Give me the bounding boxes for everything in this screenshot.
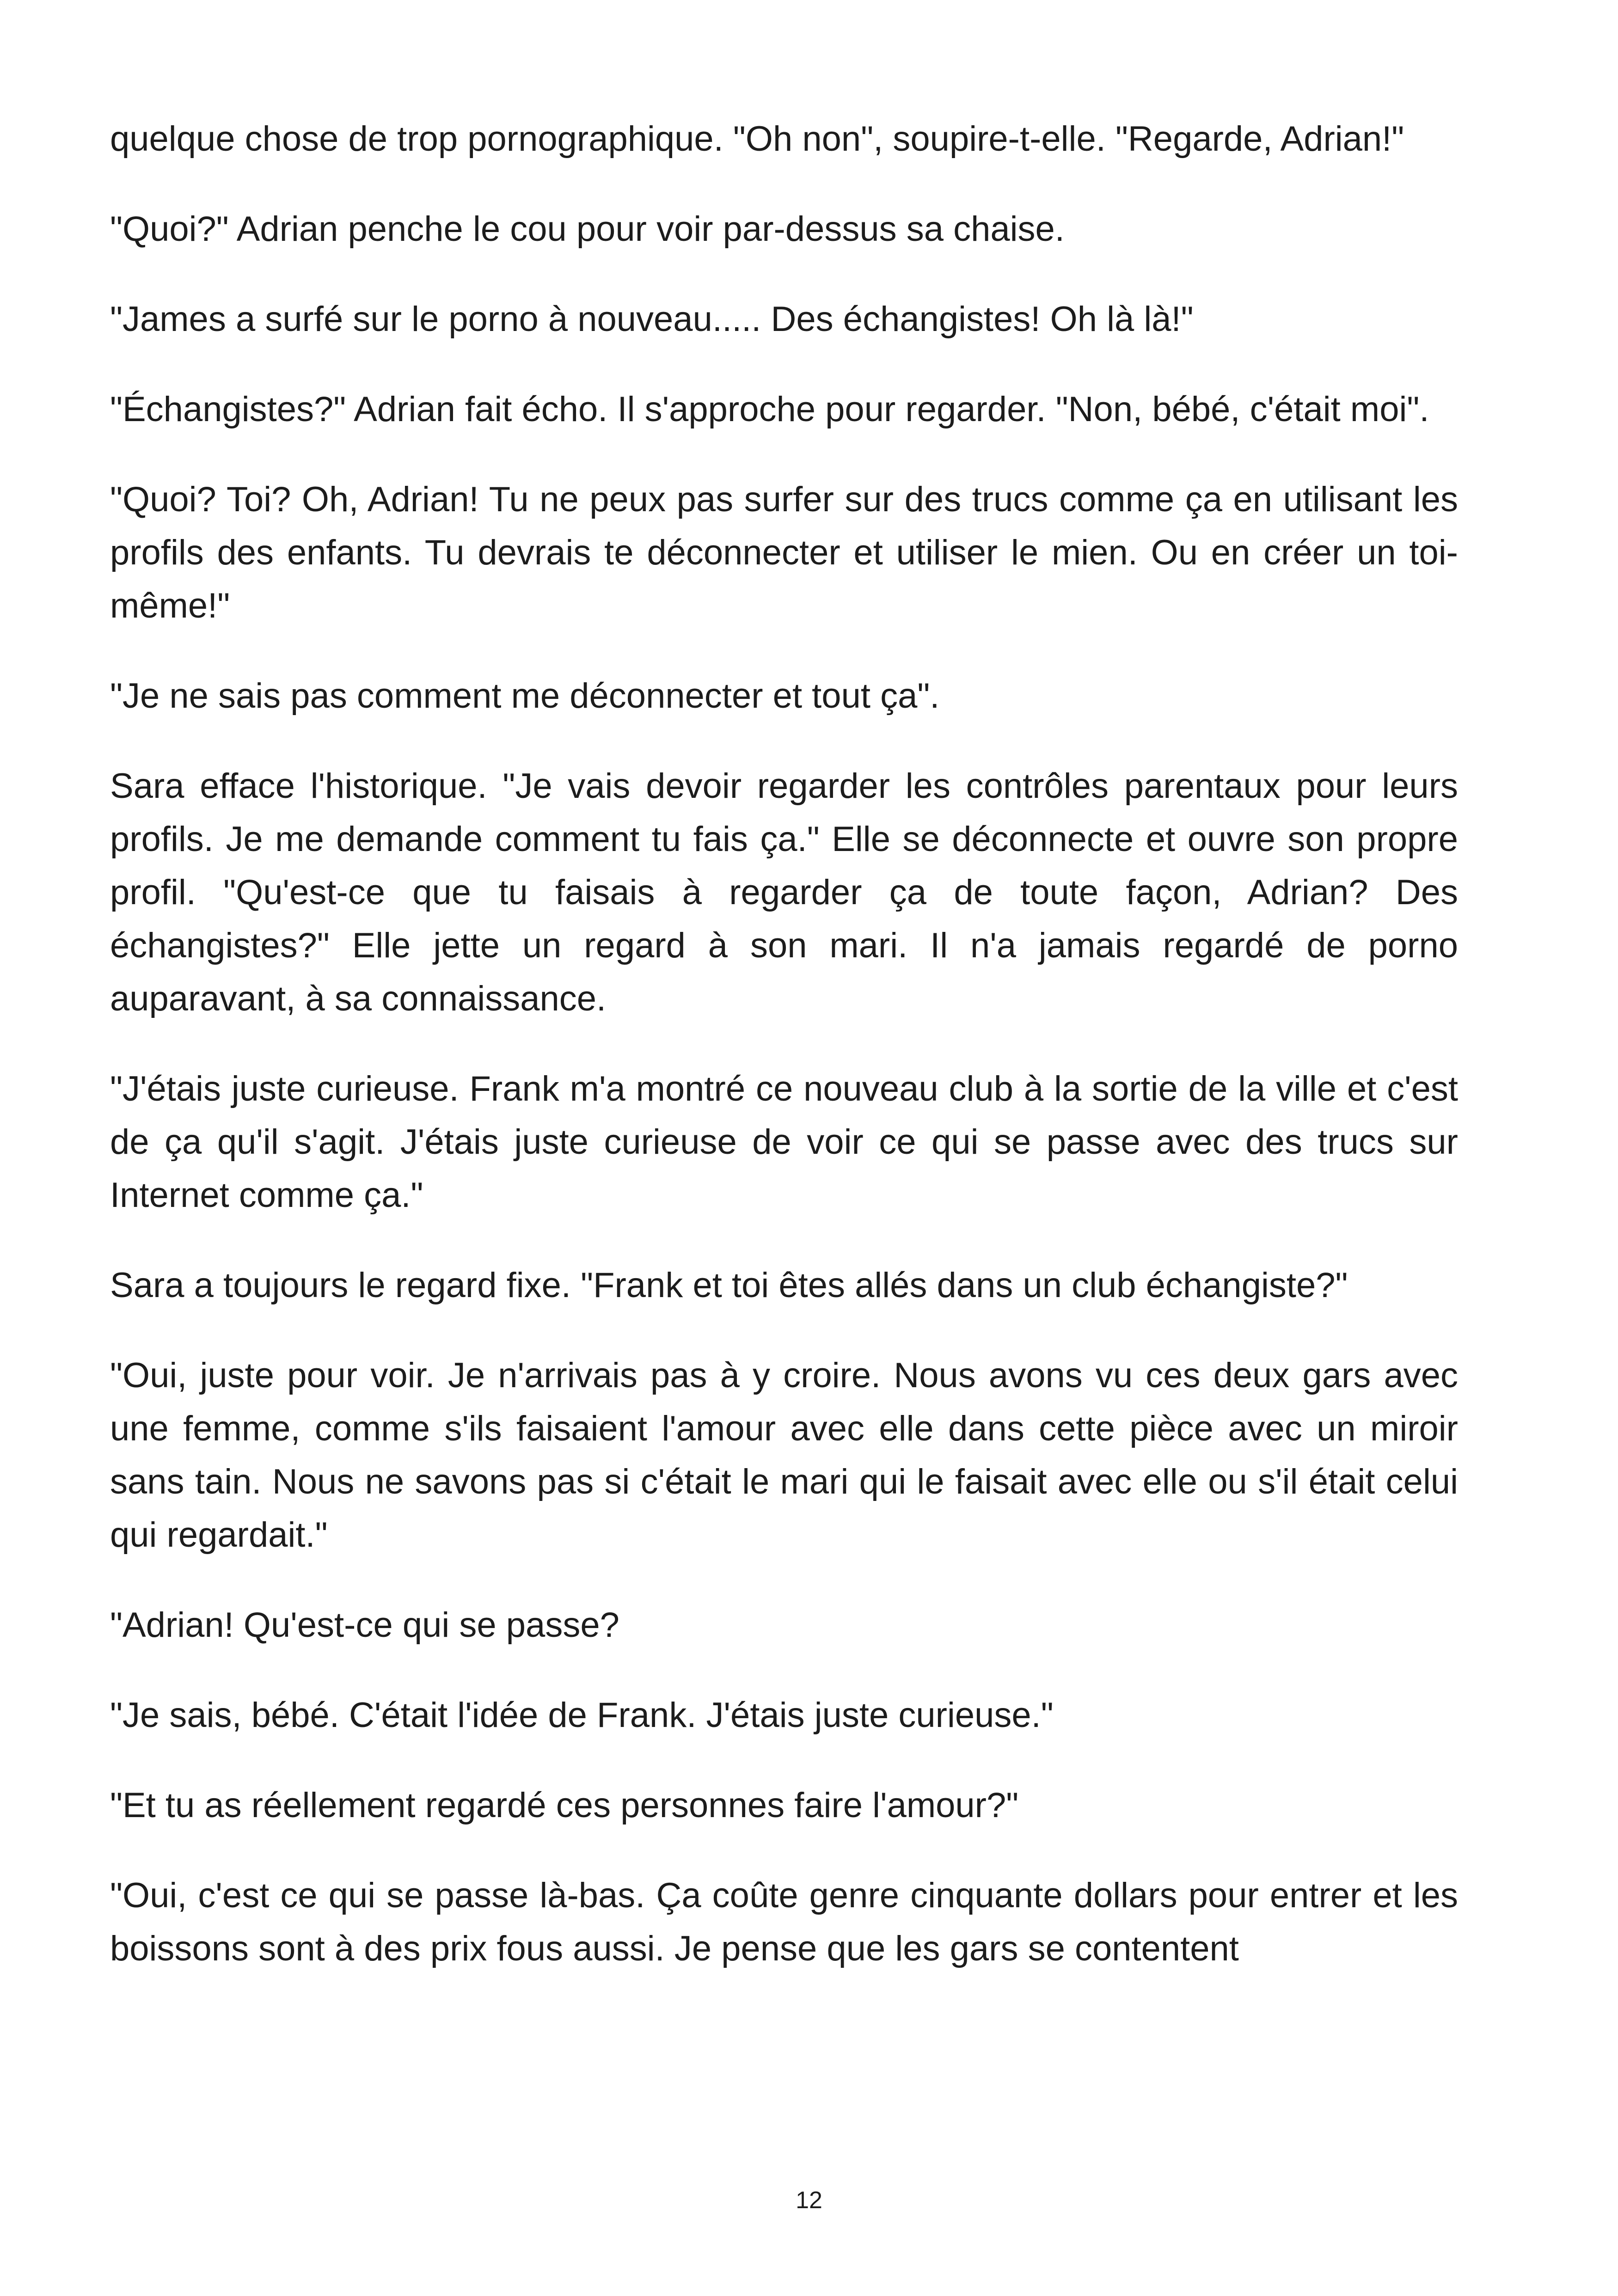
body-text: [110, 112, 1458, 1975]
paragraph-6: "Je ne sais pas comment me déconnecter et tout ça".: [110, 676, 940, 716]
paragraph-11: "Adrian! Qu'est-ce qui se passe?: [110, 1605, 619, 1645]
paragraph-2: "Quoi?" Adrian penche le cou pour voir par-dessus sa chaise.: [110, 209, 1065, 249]
paragraph-7: Sara efface l'historique. "Je vais devoir regarder les contrôles parentaux pour leurs profils. Je me demande comment tu fais ça." Elle se déconnecte et ouvre son propre profil. "Qu'est-ce que tu faisais à regarder ça de toute façon, Adrian? Des échangistes?" Elle jette un regard à son mari. Il n'a jamais regardé de porno auparavant, à sa connaissance.: [110, 766, 1458, 1018]
paragraph-14: "Oui, c'est ce qui se passe là-bas. Ça coûte genre cinquante dollars pour entrer et les boissons sont à des prix fous aussi. Je pense que les gars se contentent: [110, 1876, 1458, 1968]
paragraph-5: "Quoi? Toi? Oh, Adrian! Tu ne peux pas surfer sur des trucs comme ça en utilisant les profils des enfants. Tu devrais te déconnecter et utiliser le mien. Ou en créer un toi-même!": [110, 480, 1458, 625]
paragraph-3: "James a surfé sur le porno à nouveau..... Des échangistes! Oh là là!": [110, 300, 1194, 339]
page-number: 12: [796, 2187, 822, 2214]
paragraph-12: "Je sais, bébé. C'était l'idée de Frank. J'étais juste curieuse.": [110, 1696, 1054, 1735]
paragraph-4: "Échangistes?" Adrian fait écho. Il s'approche pour regarder. "Non, bébé, c'était moi".: [110, 390, 1429, 429]
paragraph-8: "J'étais juste curieuse. Frank m'a montré ce nouveau club à la sortie de la ville et c'est de ça qu'il s'agit. J'étais juste curieuse de voir ce qui se passe avec des trucs sur Internet comme ça.": [110, 1069, 1458, 1215]
paragraph-13: "Et tu as réellement regardé ces personnes faire l'amour?": [110, 1786, 1019, 1825]
paragraph-1: quelque chose de trop pornographique. "Oh non", soupire-t-elle. "Regarde, Adrian!": [110, 119, 1404, 159]
paragraph-10: "Oui, juste pour voir. Je n'arrivais pas à y croire. Nous avons vu ces deux gars avec une femme, comme s'ils faisaient l'amour avec elle dans cette pièce avec un miroir sans tain. Nous ne savons pas si c'était le mari qui le faisait avec elle ou s'il était celui qui regardait.": [110, 1356, 1458, 1555]
paragraph-9: Sara a toujours le regard fixe. "Frank et toi êtes allés dans un club échangiste?": [110, 1266, 1348, 1305]
